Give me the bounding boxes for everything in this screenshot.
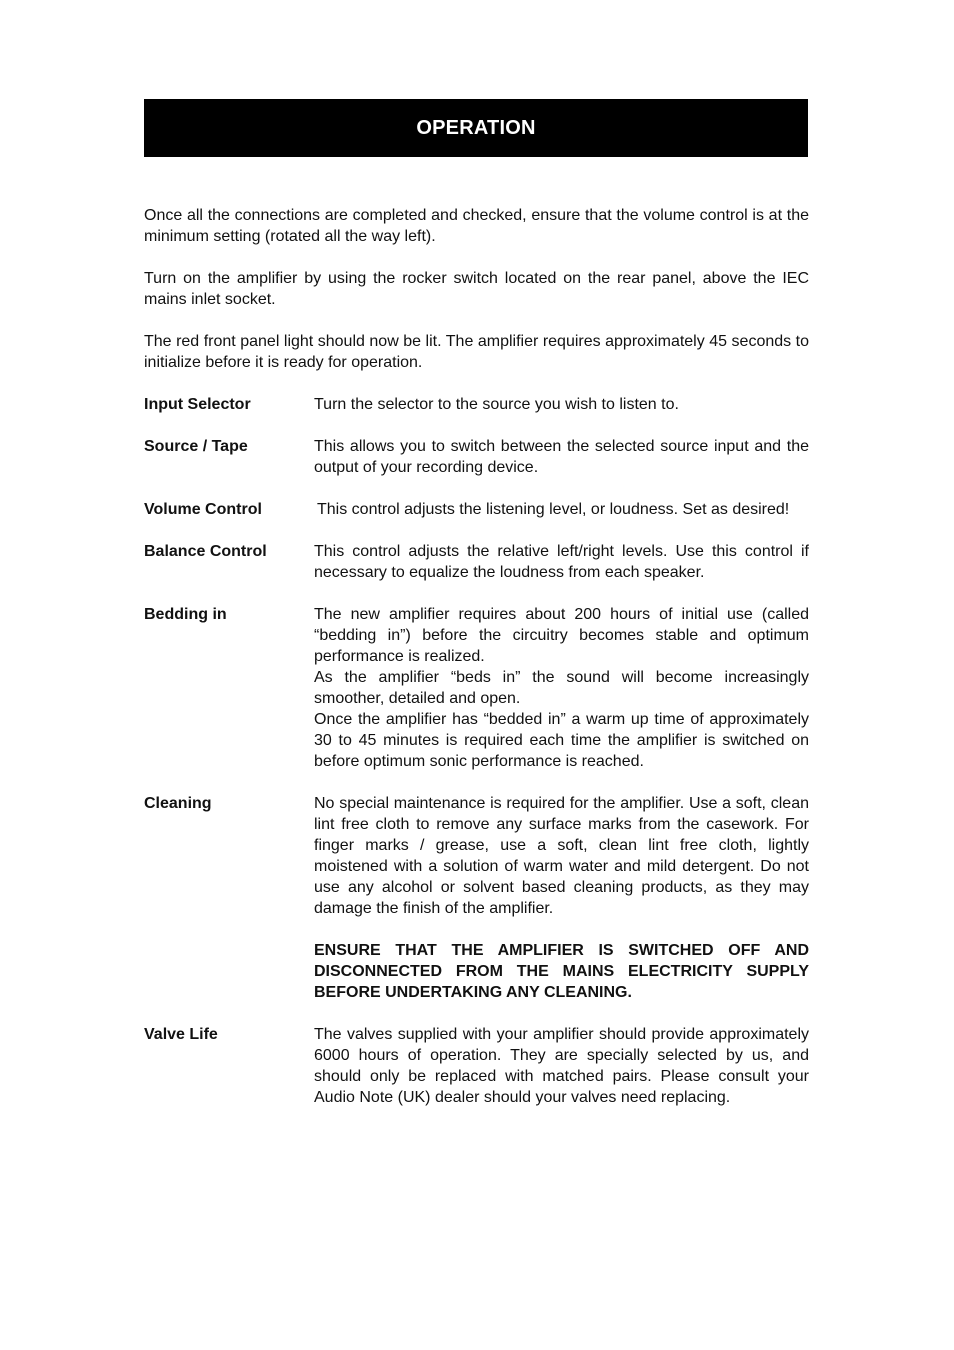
entry-input-selector bbox=[144, 394, 809, 415]
entry-text: As the amplifier “beds in” the sound will become increasingly smoother, detailed and open. bbox=[314, 669, 809, 707]
entry-label: Balance Control bbox=[144, 543, 267, 560]
document-body bbox=[144, 205, 809, 1129]
entry-cleaning bbox=[144, 793, 809, 1003]
section-header-bar bbox=[144, 99, 808, 157]
entry-label: Valve Life bbox=[144, 1026, 218, 1043]
entry-text: The new amplifier requires about 200 hours of initial use (called “bedding in”) before the circuitry becomes stable and optimum performance is realized. bbox=[314, 606, 809, 665]
entry-text: Once the amplifier has “bedded in” a warm up time of approximately 30 to 45 minutes is required each time the amplifier is switched on before optimum sonic performance is reached. bbox=[314, 711, 809, 770]
intro-paragraph-3: The red front panel light should now be lit. The amplifier requires approximately 45 seconds to initialize before it is ready for operation. bbox=[144, 333, 809, 371]
intro-paragraph-2: Turn on the amplifier by using the rocker switch located on the rear panel, above the IEC mains inlet socket. bbox=[144, 270, 809, 308]
entry-text: The valves supplied with your amplifier should provide approximately 6000 hours of operation. They are specially selected by us, and should only be replaced with matched pairs. Please consult your Audio Note (UK) dealer should your valves need replacing. bbox=[314, 1026, 809, 1106]
entry-label: Bedding in bbox=[144, 606, 227, 623]
entry-valve-life bbox=[144, 1024, 809, 1108]
entry-text: No special maintenance is required for the amplifier. Use a soft, clean lint free cloth to remove any surface marks from the casework. For finger marks / grease, use a soft, clean lint free cloth, lightly moistened with a solution of warm water and mild detergent. Do not use any alcohol or solvent based cleaning products, as they may damage the finish of the amplifier. bbox=[314, 795, 809, 917]
entry-text-group bbox=[314, 793, 809, 1003]
entry-label: Source / Tape bbox=[144, 438, 248, 455]
intro-paragraph-1: Once all the connections are completed and checked, ensure that the volume control is at the minimum setting (rotated all the way left). bbox=[144, 207, 809, 245]
entry-label: Cleaning bbox=[144, 795, 212, 812]
entry-label: Volume Control bbox=[144, 501, 262, 518]
entry-text: This allows you to switch between the selected source input and the output of your recording device. bbox=[314, 438, 809, 476]
entry-label: Input Selector bbox=[144, 396, 251, 413]
entry-text: This control adjusts the relative left/right levels. Use this control if necessary to equalize the loudness from each speaker. bbox=[314, 543, 809, 581]
cleaning-warning: ENSURE THAT THE AMPLIFIER IS SWITCHED OFF AND DISCONNECTED FROM THE MAINS ELECTRICITY SUPPLY BEFORE UNDERTAKING ANY CLEANING. bbox=[314, 942, 809, 1001]
entry-text-group bbox=[314, 604, 809, 772]
entry-volume-control bbox=[144, 499, 809, 520]
page-title: OPERATION bbox=[416, 116, 536, 139]
entry-text: Turn the selector to the source you wish to listen to. bbox=[314, 396, 679, 413]
entry-source-tape bbox=[144, 436, 809, 478]
entry-balance-control bbox=[144, 541, 809, 583]
entry-bedding-in bbox=[144, 604, 809, 772]
entry-text: This control adjusts the listening level, or loudness. Set as desired! bbox=[317, 501, 790, 518]
